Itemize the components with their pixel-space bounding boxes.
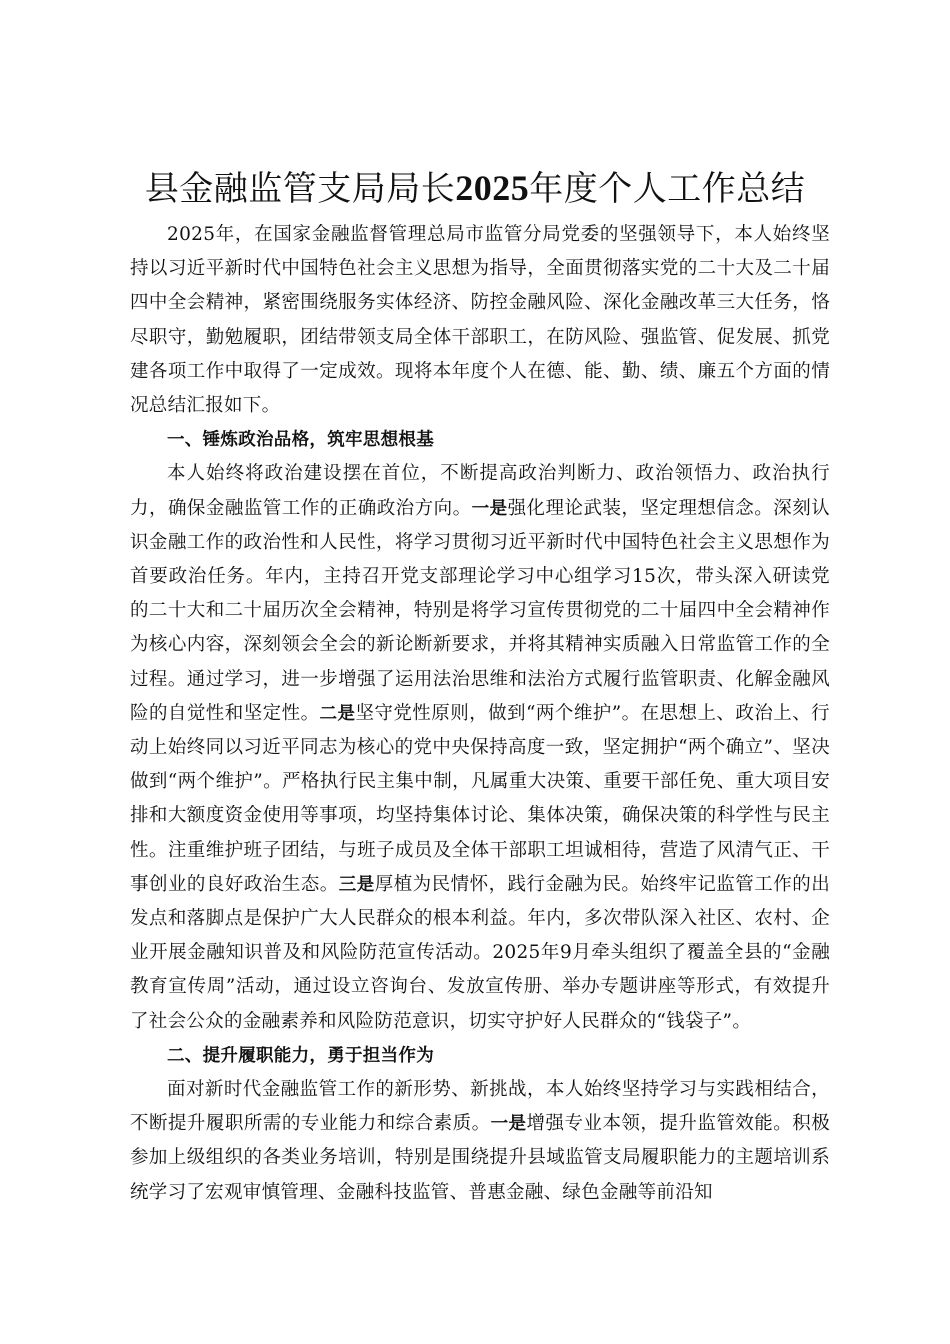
section-2-lead: 面对新时代金融监管工作的新形势、新挑战，本人始终坚持学习与实践相结合，不断提升履职所需的专业能力和综合素质。 [130,1079,830,1135]
title-text-pre: 县金融监管支局局长 [144,169,456,209]
section-1-marker-2: 二是 [319,703,356,724]
section-1-heading: 一、锤炼政治品格，筑牢思想根基 [167,430,434,451]
title-year: 2025 [455,168,530,208]
section-1-paragraph [130,457,830,1038]
section-2-marker-1: 一是 [490,1114,527,1135]
section-2-heading: 二、提升履职能力，勇于担当作为 [167,1045,434,1066]
section-1-lead: 本人始终将政治建设摆在首位，不断提高政治判断力、政治领悟力、政治执行力，确保金融监管工作的正确政治方向。 [130,463,830,519]
section-1-marker-1: 一是 [471,498,508,519]
intro-paragraph: 2025年，在国家金融监督管理总局市监管分局党委的坚强领导下，本人始终坚持以习近平新时代中国特色社会主义思想为指导，全面贯彻落实党的二十大及二十届四中全会精神，紧密围绕服务实体经济、防控金融风险、深化金融改革三大任务，恪尽职守，勤勉履职，团结带领支局全体干部职工，在防风险、强监管、促发展、抓党建各项工作中取得了一定成效。现将本年度个人在德、能、勤、绩、廉五个方面的情况总结汇报如下。 [130,224,830,417]
section-1-marker-3: 三是 [338,874,375,895]
section-1-point-3: 厚植为民情怀，践行金融为民。始终牢记监管工作的出发点和落脚点是保护广大人民群众的根本利益。年内，多次带队深入社区、农村、企业开展金融知识普及和风险防范宣传活动。2025年9月牵头组织了覆盖全县的“金融教育宣传周”活动，通过设立咨询台、发放宣传册、举办专题讲座等形式，有效提升了社会公众的金融素养和风险防范意识，切实守护好人民群众的“钱袋子”。 [130,873,830,1032]
section-2-point-1: 增强专业本领，提升监管效能。积极参加上级组织的各类业务培训，特别是围绕提升县域监管支局履职能力的主题培训系统学习了宏观审慎管理、金融科技监管、普惠金融、绿色金融等前沿知 [130,1113,831,1203]
document-title [0,160,950,217]
title-text-post: 年度个人工作总结 [529,169,806,209]
section-2-paragraph [130,1073,830,1210]
document-body [130,218,830,1210]
section-1-point-1: 强化理论武装，坚定理想信念。深刻认识金融工作的政治性和人民性，将学习贯彻习近平新时代中国特色社会主义思想作为首要政治任务。年内，主持召开党支部理论学习中心组学习15次，带头深入研读党的二十大和二十届历次全会精神，特别是将学习宣传贯彻党的二十届四中全会精神作为核心内容，深刻领会全会的新论断新要求，并将其精神实质融入日常监管工作的全过程。通过学习，进一步增强了运用法治思维和法治方式履行监管职责、化解金融风险的自觉性和坚定性。 [130,497,830,724]
section-1-point-2: 坚守党性原则，做到“两个维护”。在思想上、政治上、行动上始终同以习近平同志为核心的党中央保持高度一致，坚定拥护“两个确立”、坚决做到“两个维护”。严格执行民主集中制，凡属重大决策、重要干部任免、重大项目安排和大额度资金使用等事项，均坚持集体讨论、集体决策，确保决策的科学性与民主性。注重维护班子团结，与班子成员及全体干部职工坦诚相待，营造了风清气正、干事创业的良好政治生态。 [130,702,830,895]
